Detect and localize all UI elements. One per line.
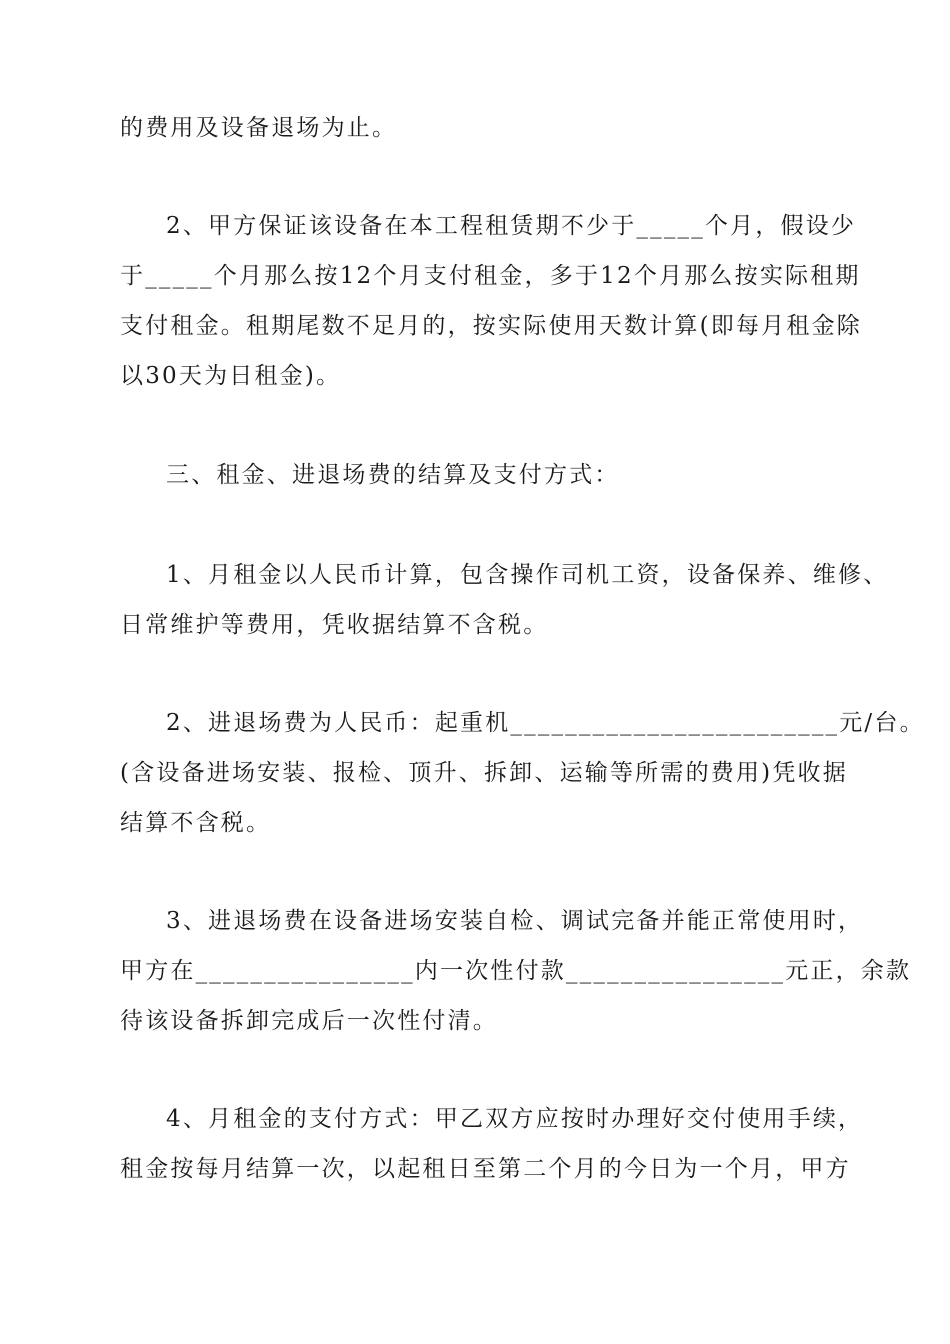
clause-3-3-line-2: 甲方在________________内一次性付款________________元正，余款 bbox=[120, 958, 912, 984]
clause-3-3-line-1: 3、进退场费在设备进场安装自检、调试完备并能正常使用时， bbox=[166, 908, 864, 934]
clause-3-2-line-2: (含设备进场安装、报检、顶升、拆卸、运输等所需的费用)凭收据 bbox=[120, 760, 848, 786]
clause-3-1-line-2: 日常维护等费用，凭收据结算不含税。 bbox=[120, 612, 549, 638]
clause-3-4-line-2: 租金按每月结算一次，以起租日至第二个月的今日为一个月，甲方 bbox=[120, 1156, 851, 1182]
clause-3-1-line-1: 1、月租金以人民币计算，包含操作司机工资，设备保养、维修、 bbox=[166, 562, 889, 588]
clause-2-line-2: 于_____个月那么按12个月支付租金，多于12个月那么按实际租期 bbox=[120, 263, 861, 289]
clause-3-2-line-1: 2、进退场费为人民币：起重机________________________元/台。 bbox=[166, 710, 925, 736]
clause-3-3-line-3: 待该设备拆卸完成后一次性付清。 bbox=[120, 1008, 498, 1034]
clause-2-line-1: 2、甲方保证该设备在本工程租赁期不少于_____个月，假设少 bbox=[166, 213, 857, 239]
clause-3-2-line-3: 结算不含税。 bbox=[120, 810, 272, 836]
clause-2-line-3: 支付租金。租期尾数不足月的，按实际使用天数计算(即每月租金除 bbox=[120, 313, 862, 339]
section-3-heading: 三、租金、进退场费的结算及支付方式： bbox=[166, 462, 620, 488]
clause-2-line-4: 以30天为日租金)。 bbox=[120, 363, 342, 389]
paragraph-continuation-line-1: 的费用及设备退场为止。 bbox=[120, 115, 398, 141]
clause-3-4-line-1: 4、月租金的支付方式：甲乙双方应按时办理好交付使用手续， bbox=[166, 1106, 864, 1132]
